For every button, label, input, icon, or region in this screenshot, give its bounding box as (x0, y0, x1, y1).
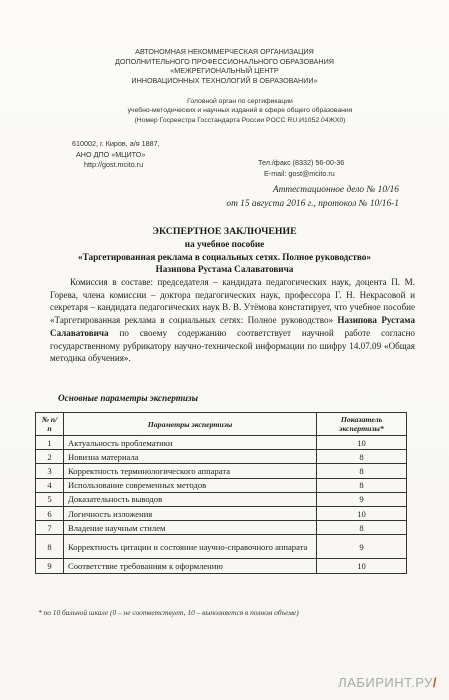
row-param: Доказательность выводов (64, 492, 317, 506)
cert-line: учебно-методических и научных изданий в сфере общего образования (127, 107, 353, 115)
row-param: Актуальность проблематики (64, 436, 317, 450)
params-heading: Основные параметры экспертизы (58, 393, 198, 403)
table-row (36, 535, 407, 559)
statement-author: Назипова Рустама Салаватовича (50, 315, 415, 338)
table-row (36, 492, 407, 506)
address-line: АНО ДПО «МЦИТО» (76, 149, 146, 159)
row-num: 8 (36, 535, 64, 559)
score-footnote: * по 10 бальной шкале (0 – не соответствует, 10 – выполняется в полном объеме) (38, 608, 299, 617)
org-line: АВТОНОМНАЯ НЕКОММЕРЧЕСКАЯ ОРГАНИЗАЦИЯ (135, 47, 314, 56)
row-score: 9 (317, 492, 407, 506)
table-header-row (36, 413, 407, 436)
params-table (35, 412, 407, 574)
row-num: 4 (36, 478, 64, 492)
cert-line: Головной орган по сертификации (187, 98, 293, 105)
row-num: 7 (36, 521, 64, 535)
statement-part-2: по своему содержанию соответствует научной работе согласно государственному рубрикатору научно-технической информации по шифру 14.07.09 «Общая методика обучения». (50, 327, 415, 364)
row-score: 10 (317, 559, 407, 573)
watermark-slash: / (432, 675, 437, 690)
row-score: 10 (317, 436, 407, 450)
table-row (36, 506, 407, 520)
certification-info (40, 97, 440, 125)
col-header-param: Параметры экспертизы (64, 413, 317, 436)
org-line: «МЕЖРЕГИОНАЛЬНЫЙ ЦЕНТР (170, 66, 279, 76)
row-param: Соответствие требованиям к оформлению (64, 559, 317, 573)
row-param: Новизна материала (64, 450, 317, 464)
document-title (0, 226, 449, 276)
attestation-info (226, 184, 399, 211)
address-line: 610002, г. Киров, а/я 1887, (72, 139, 160, 148)
table-row (36, 521, 407, 535)
org-line: ДОПОЛНИТЕЛЬНОГО ПРОФЕССИОНАЛЬНОГО ОБРАЗОВАНИЯ (115, 56, 334, 66)
table-row (36, 464, 407, 478)
row-param: Логичность изложения (64, 506, 317, 520)
watermark-logo (338, 675, 437, 690)
book-author: Назипова Рустама Салаватовича (155, 264, 294, 275)
title-heading: ЭКСПЕРТНОЕ ЗАКЛЮЧЕНИЕ (152, 226, 297, 237)
row-score: 8 (317, 521, 407, 535)
table-row (36, 436, 407, 450)
row-score: 8 (317, 478, 407, 492)
attestation-protocol: от 15 августа 2016 г., протокол № 10/16-1 (226, 198, 399, 209)
row-num: 9 (36, 559, 64, 573)
cert-line: (Номер Госреестра Госстандарта России РОСС RU.И1052.04ЖХ0) (134, 116, 346, 124)
col-header-score: Показатель экспертизы* (317, 413, 407, 436)
org-line: ИННОВАЦИОННЫХ ТЕХНОЛОГИЙ В ОБРАЗОВАНИИ» (131, 75, 318, 85)
contact-info (258, 158, 344, 179)
title-subheading: на учебное пособие (184, 239, 265, 250)
row-param: Владение научным стилем (64, 521, 317, 535)
row-param: Корректность цитации и состояние научно-справочного аппарата (64, 535, 317, 559)
row-param: Корректность терминологического аппарата (64, 464, 317, 478)
row-num: 3 (36, 464, 64, 478)
row-score: 10 (317, 506, 407, 520)
row-num: 6 (36, 506, 64, 520)
row-score: 9 (317, 535, 407, 559)
website-link[interactable]: http://gost.mcito.ru (84, 160, 144, 169)
row-num: 1 (36, 436, 64, 450)
watermark-text: ЛАБИРИНТ.РУ (338, 675, 433, 690)
col-header-num: № п/п (36, 413, 64, 436)
postal-address (72, 139, 160, 171)
row-score: 8 (317, 464, 407, 478)
table-row (36, 478, 407, 492)
row-param: Использование современных методов (64, 478, 317, 492)
email-link[interactable]: E-mail: gost@mcito.ru (264, 168, 335, 178)
row-score: 8 (317, 450, 407, 464)
row-num: 5 (36, 492, 64, 506)
table-row (36, 450, 407, 464)
organization-header (0, 47, 449, 85)
book-title: «Таргетированная реклама в социальных сетях. Полное руководство» (77, 251, 371, 262)
row-num: 2 (36, 450, 64, 464)
attestation-case: Аттестационное дело № 10/16 (272, 185, 399, 195)
phone-fax: Тел./факс (8332) 56-00-36 (258, 158, 345, 167)
table-row (36, 559, 407, 573)
commission-statement (50, 276, 415, 365)
statement-part-1: Комиссия в составе: председателя – кандидата педагогических наук, доцента П. М. Горева, члена комиссии – доктора педагогических наук, профессора Г. Н. Некрасовой и секретаря – кандидата педагогических наук В. В. Утёмова констатирует, что учебное пособие «Таргетированная реклама в социальных сетях: Полное руководство» (50, 277, 415, 326)
